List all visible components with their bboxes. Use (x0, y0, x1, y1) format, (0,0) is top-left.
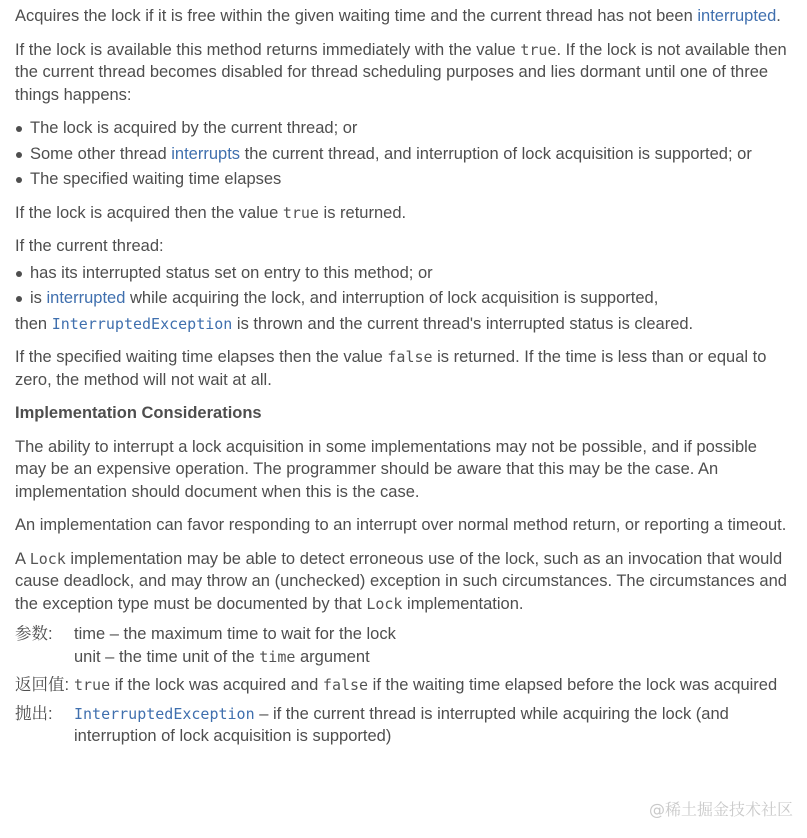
text: Acquires the lock if it is free within the given waiting time and the current thread has not been (15, 7, 698, 25)
interrupt-list (15, 262, 790, 310)
returns-section (15, 674, 790, 697)
text: If the lock is acquired then the value (15, 203, 283, 222)
impl-paragraph-1: The ability to interrupt a lock acquisition in some implementations may not be possible, and if possible may be an expensive operation. The programmer should be aware that this may be the case. An implementation should document when this is the case. (15, 437, 757, 501)
acquired-paragraph (15, 202, 790, 225)
text: . If the lock is not available then the current thread becomes disabled for thread scheduling purposes and lies dormant until one of three things happens: (15, 40, 787, 104)
list-item (15, 262, 790, 285)
list-item (15, 287, 790, 310)
text: implementation may be able to detect erroneous use of the lock, such as an invocation that would cause deadlock, and may throw an (unchecked) exception in such circumstances. The circumstances and the exception type must be documented by that (15, 549, 787, 613)
text: A (15, 549, 30, 568)
impl-paragraph-3 (15, 548, 790, 616)
implementation-heading: Implementation Considerations (15, 404, 262, 422)
interrupted-exception-link[interactable]: InterruptedException (51, 314, 233, 333)
throws-label: 抛出: (15, 704, 53, 723)
description-paragraph (15, 5, 790, 28)
availability-paragraph (15, 39, 790, 107)
list-item (15, 168, 790, 191)
code-true: true (282, 203, 319, 222)
text: if the lock was acquired and (110, 676, 323, 694)
current-thread-paragraph: If the current thread: (15, 237, 164, 255)
conditions-list (15, 117, 790, 191)
text: argument (295, 647, 370, 666)
text: is returned. (318, 203, 407, 222)
params-values (74, 623, 790, 668)
text: is thrown and the current thread's interrupted status is cleared. (232, 314, 694, 333)
throws-section (15, 703, 790, 748)
text: then (15, 314, 52, 333)
code-true: true (74, 676, 111, 694)
text: implementation. (402, 594, 524, 613)
javadoc-content (15, 5, 790, 754)
text: is (30, 289, 47, 307)
timeout-paragraph (15, 346, 790, 391)
exception-paragraph (15, 313, 790, 336)
code-lock: Lock (366, 594, 403, 613)
text: If the specified waiting time elapses then the value (15, 348, 388, 366)
code-false: false (387, 348, 433, 366)
interrupted-link[interactable]: interrupted (46, 289, 126, 307)
throws-value (74, 703, 790, 748)
list-item (15, 143, 790, 166)
text: The lock is acquired by the current thread; or (30, 119, 358, 137)
text: – if the current thread is interrupted while acquiring the lock (and interruption of lock acquisition is supported) (74, 704, 729, 745)
interrupted-exception-link[interactable]: InterruptedException (74, 704, 255, 723)
text: has its interrupted status set on entry to this method; or (30, 263, 433, 282)
params-section (15, 623, 790, 668)
returns-value (74, 674, 790, 697)
text: unit – the time unit of the (74, 647, 260, 666)
code-time: time (259, 647, 296, 666)
interrupted-link[interactable]: interrupted (697, 7, 777, 25)
param-unit (74, 646, 790, 669)
param-time: time – the maximum time to wait for the lock (74, 625, 396, 643)
text: Some other thread (30, 144, 172, 163)
text: If the lock is available this method returns immediately with the value (15, 40, 521, 59)
text: the current thread, and interruption of lock acquisition is supported; or (240, 144, 752, 163)
watermark: @稀土掘金技术社区 (648, 800, 793, 819)
text: The specified waiting time elapses (30, 170, 282, 188)
impl-paragraph-2: An implementation can favor responding to an interrupt over normal method return, or reporting a timeout. (15, 516, 787, 534)
text: . (776, 7, 781, 25)
text: if the waiting time elapsed before the lock was acquired (368, 676, 778, 694)
text: is returned. If the time is less than or equal to zero, the method will not wait at all. (15, 348, 767, 389)
interrupts-link[interactable]: interrupts (171, 144, 241, 163)
list-item (15, 117, 790, 140)
text: while acquiring the lock, and interruption of lock acquisition is supported, (125, 289, 659, 307)
code-true: true (520, 40, 557, 59)
code-false: false (322, 676, 369, 694)
code-lock: Lock (29, 549, 66, 568)
params-label: 参数: (15, 625, 53, 643)
returns-label: 返回值: (15, 676, 70, 694)
